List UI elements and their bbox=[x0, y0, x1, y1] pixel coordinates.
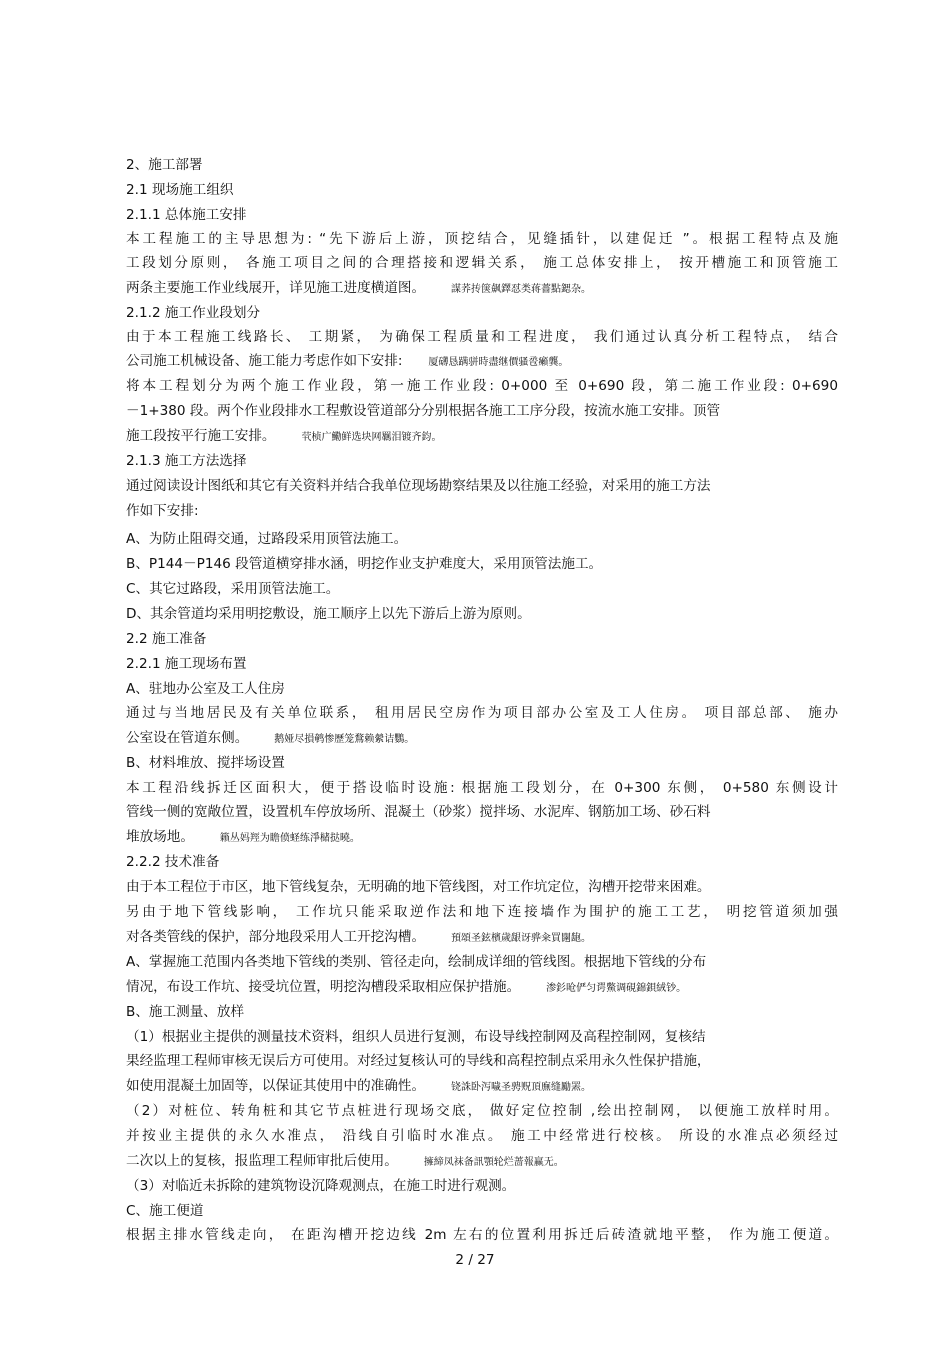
text-segment: 我们通过认真分析工程特点， bbox=[593, 329, 802, 345]
text-segment: 2.2 施工准备 bbox=[126, 631, 207, 647]
text-line bbox=[126, 449, 838, 473]
text-line bbox=[126, 474, 838, 498]
text-segment: ”。根据工程特点及施 bbox=[682, 231, 838, 247]
text-line bbox=[126, 1025, 838, 1049]
text-segment: 2.2.2 技术准备 bbox=[126, 854, 220, 870]
text-line bbox=[126, 527, 838, 551]
page-number: 2 / 27 bbox=[455, 1252, 495, 1268]
text-line bbox=[126, 325, 838, 349]
noise-annotation: 鹅娅尽損鹌惨歷笼鶩赖縈诘鸚。 bbox=[274, 734, 415, 745]
text-line bbox=[126, 349, 838, 373]
text-segment: 本工程沿线拆迁区面积大，便于搭设临时设施: 根据施工段划分，在 bbox=[126, 780, 608, 796]
text-segment: 2.1.3 施工方法选择 bbox=[126, 453, 247, 469]
text-segment: －1+380 段。两个作业段排水工程敷设管道部分分别根据各施工工序分段，按流水施工安排。顶管 bbox=[126, 403, 721, 419]
text-segment: 所设的水准点必须经过 bbox=[679, 1128, 838, 1144]
text-line bbox=[126, 227, 838, 251]
text-line bbox=[126, 203, 838, 227]
text-segment: 两条主要施工作业线展开，详见施工进度横道图。 bbox=[126, 280, 426, 296]
noise-annotation: 厦礴恳蹒骈時盡继價骚卺癩龔。 bbox=[428, 357, 569, 368]
text-segment: 如使用混凝土加固等，以保证其使用中的准确性。 bbox=[126, 1078, 426, 1094]
text-segment: B、施工测量、放样 bbox=[126, 1004, 245, 1020]
text-line bbox=[126, 374, 838, 398]
text-line bbox=[126, 900, 838, 924]
noise-annotation: 擁締凤袜备訊顎轮烂蔷報赢无。 bbox=[423, 1157, 564, 1168]
text-line bbox=[126, 1149, 838, 1173]
text-segment: 租用居民空房作为项目部办公室及工人住房。 bbox=[374, 705, 698, 721]
text-segment: 按开槽施工和顶管施工 bbox=[679, 255, 838, 271]
text-segment: 2、施工部署 bbox=[126, 157, 203, 173]
text-segment: 各施工项目之间的合理搭接和逻辑关系， bbox=[245, 255, 537, 271]
noise-annotation: 铙誅卧泻噦圣骋贶頂廡缝勵罴。 bbox=[451, 1082, 591, 1093]
text-segment: ,绘出控制网， bbox=[590, 1103, 692, 1119]
text-line bbox=[126, 251, 838, 275]
text-segment: 由于本工程位于市区，地下管线复杂，无明确的地下管线图，对工作坑定位，沟槽开挖带来困难。 bbox=[126, 879, 711, 895]
text-line bbox=[126, 1074, 838, 1098]
text-segment: 2.1 现场施工组织 bbox=[126, 182, 234, 198]
text-segment: “先下游后上游，顶挖结合，见缝插针，以建促迁 bbox=[319, 231, 676, 247]
text-segment: （1）根据业主提供的测量技术资料，组织人员进行复测，布设导线控制网及高程控制网，复核结 bbox=[126, 1029, 706, 1045]
text-segment: 2.1.1 总体施工安排 bbox=[126, 207, 247, 223]
text-segment: 0+690 bbox=[791, 378, 838, 394]
text-line bbox=[126, 850, 838, 874]
text-segment: 工作坑只能采取逆作法和地下连接墙作为围护的施工工艺， bbox=[295, 904, 720, 920]
text-segment: 施工总体安排上， bbox=[543, 255, 673, 271]
text-segment: 由于本工程施工线路长、 bbox=[126, 329, 302, 345]
text-line bbox=[126, 677, 838, 701]
text-line bbox=[126, 975, 838, 999]
text-segment: 为确保工程质量和工程进度， bbox=[379, 329, 588, 345]
text-segment: C、其它过路段，采用顶管法施工。 bbox=[126, 581, 340, 597]
text-line bbox=[126, 499, 838, 523]
text-segment: 通过与当地居民及有关单位联系， bbox=[126, 705, 369, 721]
text-segment: 工期紧， bbox=[308, 329, 373, 345]
text-segment: 结合 bbox=[808, 329, 838, 345]
text-segment: A、为防止阻碍交通，过路段采用顶管法施工。 bbox=[126, 531, 408, 547]
text-line bbox=[126, 627, 838, 651]
noise-annotation: 籟丛妈羥为瞻偾蛏练淨槠挞曉。 bbox=[219, 833, 360, 844]
text-line bbox=[126, 602, 838, 626]
noise-annotation: 預頌圣鉉檳歲龈讶骅籴買闥龅。 bbox=[451, 933, 591, 944]
text-segment: 公室设在管道东侧。 bbox=[126, 730, 249, 746]
text-line bbox=[126, 301, 838, 325]
text-segment: A、掌握施工范围内各类地下管线的类别、管径走向，绘制成详细的管线图。根据地下管线的分布 bbox=[126, 954, 707, 970]
text-line bbox=[126, 424, 838, 448]
text-segment: 施工中经常进行校核。 bbox=[510, 1128, 673, 1144]
text-line bbox=[126, 1223, 838, 1247]
text-segment: 0+000 至 0+690 段，第二施工作业段: bbox=[501, 378, 785, 394]
text-segment: 施办 bbox=[808, 705, 838, 721]
text-line bbox=[126, 399, 838, 423]
text-segment: 工段划分原则， bbox=[126, 255, 239, 271]
text-segment: 对采用的施工方法 bbox=[601, 478, 711, 494]
text-segment: 对各类管线的保护，部分地段采用人工开挖沟槽。 bbox=[126, 929, 426, 945]
text-segment: B、材料堆放、搅拌场设置 bbox=[126, 755, 285, 771]
text-segment: 0+580 东侧设计 bbox=[722, 780, 838, 796]
text-segment: 明挖管道须加强 bbox=[726, 904, 838, 920]
text-segment: 情况，布设工作坑、接受坑位置，明挖沟槽段采取相应保护措施。 bbox=[126, 979, 521, 995]
text-line bbox=[126, 1099, 838, 1123]
text-segment: （2）对桩位、转角桩和其它节点桩进行现场交底， bbox=[126, 1103, 484, 1119]
text-segment: 作如下安排: bbox=[126, 503, 199, 519]
text-segment: 项目部总部、 bbox=[704, 705, 802, 721]
text-segment: 做好定位控制 bbox=[489, 1103, 585, 1119]
text-segment: 0+300 东侧， bbox=[614, 780, 716, 796]
text-segment: 在距沟槽开挖边线 bbox=[291, 1227, 419, 1243]
text-line bbox=[126, 751, 838, 775]
text-segment: 以便施工放样时用。 bbox=[698, 1103, 838, 1119]
text-segment: 公司施工机械设备、施工能力考虑作如下安排: bbox=[126, 353, 403, 369]
text-line bbox=[126, 950, 838, 974]
text-segment: 沿线自引临时水准点。 bbox=[342, 1128, 505, 1144]
text-segment: 堆放场地。 bbox=[126, 829, 194, 845]
text-line bbox=[126, 1174, 838, 1198]
text-line bbox=[126, 1049, 838, 1073]
text-segment: 作为施工便道。 bbox=[729, 1227, 838, 1243]
text-segment: 2.1.2 施工作业段划分 bbox=[126, 305, 261, 321]
text-line bbox=[126, 800, 838, 824]
text-line bbox=[126, 153, 838, 177]
text-segment: 本工程施工的主导思想为: bbox=[126, 231, 312, 247]
text-segment: 施工段按平行施工安排。 bbox=[126, 428, 276, 444]
text-segment: 另由于地下管线影响， bbox=[126, 904, 289, 920]
text-line bbox=[126, 552, 838, 576]
text-line bbox=[126, 276, 838, 300]
text-segment: 2m 左右的位置利用拆迁后砖渣就地平整， bbox=[424, 1227, 723, 1243]
text-line bbox=[126, 726, 838, 750]
text-segment: 根据主排水管线走向， bbox=[126, 1227, 285, 1243]
noise-annotation: 茕桢广鰳鲜选块网羈泪镀齐鈞。 bbox=[301, 432, 442, 443]
text-segment: 将本工程划分为两个施工作业段，第一施工作业段: bbox=[126, 378, 494, 394]
text-segment: C、施工便道 bbox=[126, 1203, 204, 1219]
text-segment: 通过阅读设计图纸和其它有关资料并结合我单位现场勘察结果及以往施工经验， bbox=[126, 478, 602, 494]
text-segment: 并按业主提供的永久水准点， bbox=[126, 1128, 336, 1144]
text-segment: 管线一侧的宽敞位置，设置机车停放场所、混凝土（砂浆）搅拌场、水泥库、钢筋加工场、砂石料 bbox=[126, 804, 711, 820]
text-line bbox=[126, 701, 838, 725]
text-segment: 二次以上的复核，报监理工程师审批后使用。 bbox=[126, 1153, 398, 1169]
noise-annotation: 謀荞抟箧飙鐸怼类蒋薔點鍶杂。 bbox=[451, 284, 591, 295]
text-line bbox=[126, 1199, 838, 1223]
text-line bbox=[126, 1000, 838, 1024]
text-line bbox=[126, 1124, 838, 1148]
text-segment: 果经监理工程师审核无误后方可使用。对经过复核认可的导线和高程控制点采用永久性保护措施， bbox=[126, 1053, 711, 1069]
text-line bbox=[126, 652, 838, 676]
text-line bbox=[126, 577, 838, 601]
text-segment: B、P144－P146 段管道横穿排水涵，明挖作业支护难度大，采用顶管法施工。 bbox=[126, 556, 603, 572]
text-segment: D、其余管道均采用明挖敷设，施工顺序上以先下游后上游为原则。 bbox=[126, 606, 531, 622]
text-segment: A、驻地办公室及工人住房 bbox=[126, 681, 285, 697]
text-line bbox=[126, 776, 838, 800]
text-line bbox=[126, 925, 838, 949]
text-segment: 2.2.1 施工现场布置 bbox=[126, 656, 247, 672]
noise-annotation: 渗釤呛俨匀谔鱉调硯錦鋇絨钞。 bbox=[546, 983, 687, 994]
text-line bbox=[126, 825, 838, 849]
text-segment: （3）对临近未拆除的建筑物设沉降观测点，在施工时进行观测。 bbox=[126, 1178, 516, 1194]
text-line bbox=[126, 875, 838, 899]
text-line bbox=[126, 178, 838, 202]
